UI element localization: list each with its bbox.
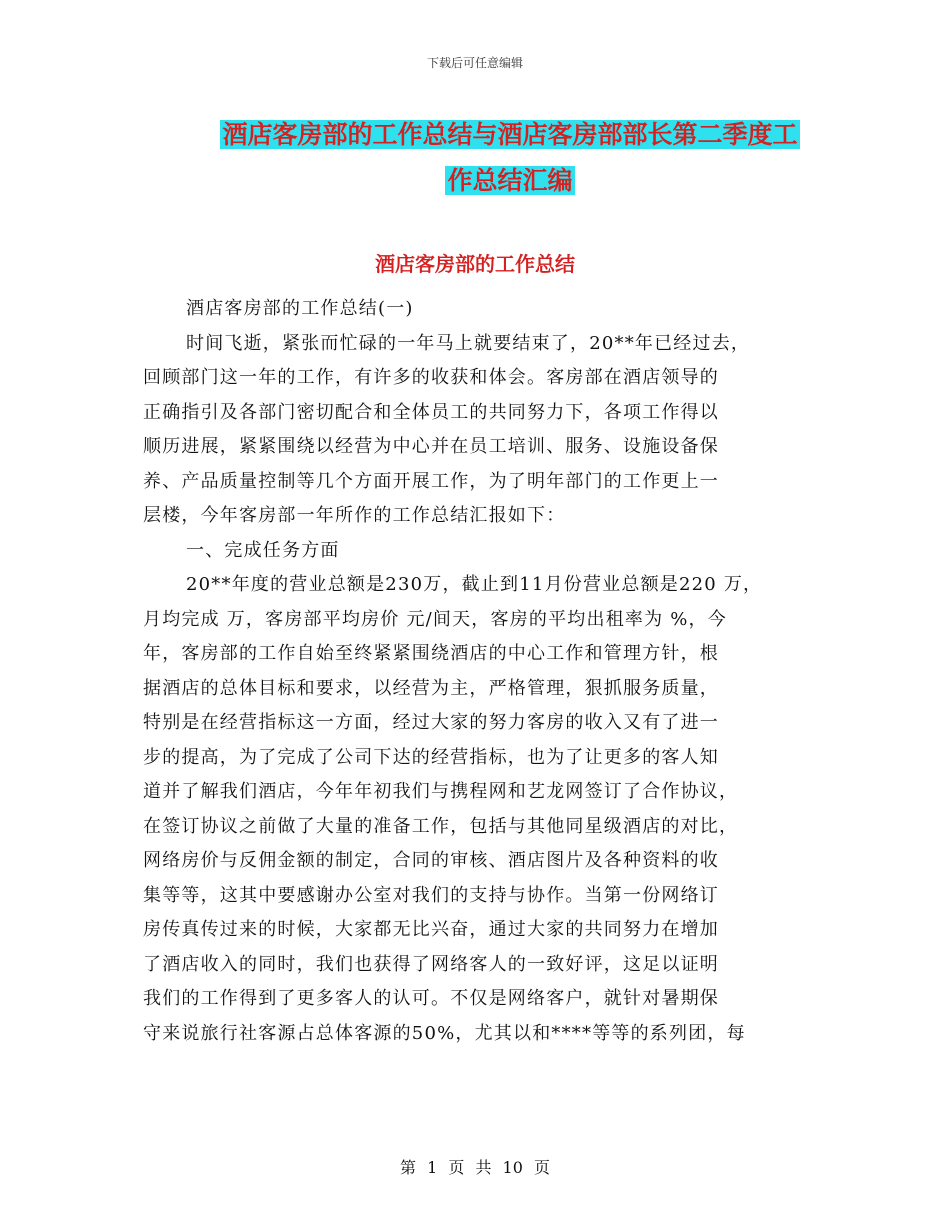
paragraph-line: 了酒店收入的同时，我们也获得了网络客人的一致好评，这足以证明	[143, 953, 719, 975]
title-line-2: 作总结汇编	[447, 166, 573, 195]
paragraph-line: 20**年度的营业总额是230万，截止到11月份营业总额是220 万，	[186, 574, 763, 595]
paragraph-line: 守来说旅行社客源占总体客源的50%，尤其以和****等等的系列团，每	[143, 1022, 746, 1044]
paragraph-line: 网络房价与反佣金额的制定，合同的审核、酒店图片及各种资料的收	[143, 850, 719, 871]
section-title: 酒店客房部的工作总结	[375, 252, 575, 276]
paragraph-line: 步的提高，为了完成了公司下达的经营指标，也为了让更多的客人知	[143, 746, 719, 768]
paragraph-line: 房传真传过来的时候，大家都无比兴奋，通过大家的共同努力在增加	[143, 919, 719, 940]
paragraph-line: 回顾部门这一年的工作，有许多的收获和体会。客房部在酒店领导的	[143, 367, 719, 388]
paragraph-line: 正确指引及各部门密切配合和全体员工的共同努力下，各项工作得以	[143, 401, 719, 423]
paragraph-line: 月均完成 万，客房部平均房价 元/间天，客房的平均出租率为 %，今	[143, 608, 727, 630]
paragraph-line: 养、产品质量控制等几个方面开展工作，为了明年部门的工作更上一	[143, 470, 719, 492]
paragraph-line: 层楼，今年客房部一年所作的工作总结汇报如下：	[143, 505, 566, 526]
paragraph-line: 我们的工作得到了更多客人的认可。不仅是网络客户，就针对暑期保	[143, 988, 719, 1009]
paragraph-line: 据酒店的总体目标和要求，以经营为主，严格管理，狠抓服务质量，	[143, 677, 719, 699]
body-text	[143, 292, 823, 1051]
document-title	[190, 112, 830, 204]
title-line-1: 酒店客房部的工作总结与酒店客房部部长第二季度工	[222, 120, 798, 149]
page-footer: 第 1 页 共 10 页	[400, 1158, 550, 1177]
paragraph-line: 集等等，这其中要感谢办公室对我们的支持与协作。当第一份网络订	[143, 884, 719, 906]
paragraph-line: 特别是在经营指标这一方面，经过大家的努力客房的收入又有了进一	[143, 712, 719, 733]
subheading-task-completion: 一、完成任务方面	[186, 539, 340, 561]
paragraph-line: 时间飞逝，紧张而忙碌的一年马上就要结束了，20**年已经过去，	[186, 332, 751, 354]
paragraph-line: 道并了解我们酒店，今年年初我们与携程网和艺龙网签订了合作协议，	[143, 781, 739, 802]
header-note: 下载后可任意编辑	[426, 56, 523, 70]
paragraph-line: 在签订协议之前做了大量的准备工作，包括与其他同星级酒店的对比，	[143, 815, 739, 837]
paragraph-line: 年，客房部的工作自始至终紧紧围绕酒店的中心工作和管理方针，根	[143, 643, 719, 664]
subheading-part-1: 酒店客房部的工作总结(一)	[186, 298, 414, 319]
paragraph-line: 顺历进展，紧紧围绕以经营为中心并在员工培训、服务、设施设备保	[143, 436, 719, 457]
